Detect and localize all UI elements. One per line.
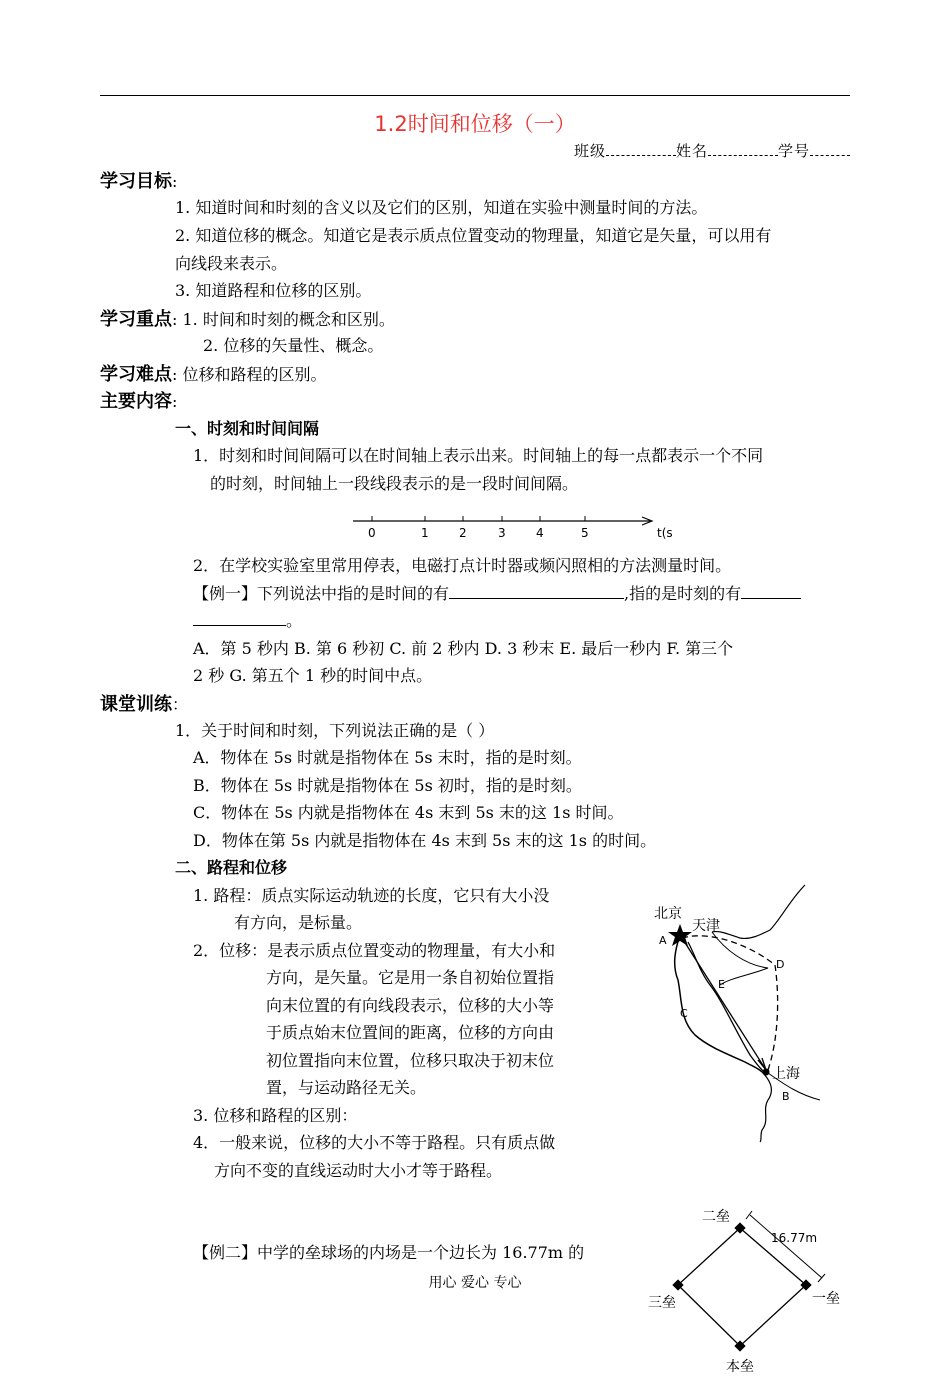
answer-blank-time[interactable] xyxy=(449,584,624,599)
paragraph: 3. 位移和路程的区别： xyxy=(193,1106,358,1125)
difficulty-heading: 学习难点 xyxy=(100,364,172,385)
name-blank[interactable] xyxy=(708,143,778,156)
paragraph: 的时刻，时间轴上一段线段表示的是一段时间间隔。 xyxy=(210,474,579,493)
classroom-colon: ： xyxy=(172,695,189,714)
route-path-d xyxy=(682,936,778,1070)
paragraph: 向末位置的有向线段表示，位移的大小等 xyxy=(266,996,555,1015)
section1-heading: 一、时刻和时间间隔 xyxy=(175,419,320,438)
main-content-colon: : xyxy=(172,392,178,411)
section2-heading: 二、路程和位移 xyxy=(175,858,288,877)
main-content-heading: 主要内容 xyxy=(100,391,172,412)
page-footer: 用心 爱心 专心 xyxy=(428,1275,522,1291)
difficulty-text: : 位移和路程的区别。 xyxy=(172,365,327,384)
example1-text: ,指的是时刻的有 xyxy=(624,584,742,603)
goal-item: 1. 知道时间和时刻的含义以及它们的区别，知道在实验中测量时间的方法。 xyxy=(175,198,708,217)
example1-options: 2 秒 G. 第五个 1 秒的时间中点。 xyxy=(193,666,433,685)
example1-line xyxy=(193,581,801,604)
answer-blank-moment-cont[interactable] xyxy=(193,611,286,626)
paragraph: 4．一般来说，位移的大小不等于路程。只有质点做 xyxy=(193,1133,556,1152)
example1-options: A．第 5 秒内 B. 第 6 秒初 C. 前 2 秒内 D. 3 秒末 E. 最后一秒内 F. 第三个 xyxy=(193,639,734,658)
timeline-axis-label: t(s xyxy=(657,526,673,540)
difficulty-line xyxy=(100,360,326,386)
class-label: 班级 xyxy=(573,142,606,160)
id-blank[interactable] xyxy=(810,143,850,156)
goals-heading: 学习目标 xyxy=(100,171,172,192)
paragraph: 2．在学校实验室里常用停表，电磁打点计时器或频闪照相的方法测量时间。 xyxy=(193,556,732,575)
map-label-b: B xyxy=(782,1090,790,1103)
paragraph: 方向，是矢量。它是用一条自初始位置指 xyxy=(266,968,555,987)
classroom-heading: 课堂训练 xyxy=(100,694,172,715)
question: 1．关于时间和时刻，下列说法正确的是（ ） xyxy=(175,721,495,740)
key-points-line xyxy=(100,305,395,331)
id-label: 学号 xyxy=(777,142,810,160)
answer-option: D．物体在第 5s 内就是指物体在 4s 末到 5s 末的这 1s 的时间。 xyxy=(193,831,657,850)
map-label-d: D xyxy=(776,958,785,971)
class-blank[interactable] xyxy=(606,143,676,156)
home-base-label: 本垒 xyxy=(726,1359,754,1375)
answer-option: C．物体在 5s 内就是指物体在 4s 末到 5s 末的这 1s 时间。 xyxy=(193,803,624,822)
paragraph: 1. 路程：质点实际运动轨迹的长度，它只有大小没 xyxy=(193,886,550,905)
example1-line-end xyxy=(193,608,302,631)
coastline xyxy=(712,885,805,938)
key-points-heading: 学习重点 xyxy=(100,309,172,330)
map-label-e: E xyxy=(718,978,725,991)
route-path-c xyxy=(675,935,762,1072)
classroom-heading-line xyxy=(100,690,188,716)
paragraph: 置，与运动路径无关。 xyxy=(266,1078,427,1097)
side-length-label: 16.77m xyxy=(771,1231,818,1245)
goals-colon: : xyxy=(172,172,178,191)
example1-end: 。 xyxy=(286,611,303,630)
third-base-label: 三垒 xyxy=(648,1295,676,1311)
paragraph: 1．时刻和时间间隔可以在时间轴上表示出来。时间轴上的每一点都表示一个不同 xyxy=(193,446,764,465)
route-map-diagram xyxy=(650,880,820,1145)
header-rule xyxy=(100,95,850,96)
route-path-b xyxy=(760,1072,771,1142)
map-label-beijing: 北京 xyxy=(654,906,682,922)
paragraph: 有方向，是标量。 xyxy=(234,913,363,932)
example2-text: 【例二】中学的垒球场的内场是一个边长为 16.77m 的 xyxy=(193,1243,585,1262)
answer-option: B．物体在 5s 时就是指物体在 5s 初时，指的是时刻。 xyxy=(193,776,582,795)
shanghai-marker-icon xyxy=(763,1069,770,1076)
dimension-tick xyxy=(746,1211,752,1219)
timeline-tick-label: 0 xyxy=(368,526,376,540)
example1-text: 【例一】下列说法中指的是时间的有 xyxy=(193,584,450,603)
key-points-text: : 1. 时间和时刻的概念和区别。 xyxy=(172,310,395,329)
second-base-label: 二垒 xyxy=(702,1209,730,1225)
first-base-label: 一垒 xyxy=(812,1291,840,1307)
time-axis-diagram xyxy=(335,505,695,545)
map-label-tianjin: 天津 xyxy=(692,918,720,934)
key-points-item: 2. 位移的矢量性、概念。 xyxy=(203,336,384,355)
timeline-tick-label: 1 xyxy=(421,526,429,540)
goals-heading-line xyxy=(100,167,177,193)
displacement-arrow xyxy=(682,938,766,1070)
main-content-line xyxy=(100,387,177,413)
timeline-tick-label: 5 xyxy=(581,526,589,540)
answer-blank-moment[interactable] xyxy=(741,584,801,599)
goal-item: 向线段来表示。 xyxy=(175,254,288,273)
timeline-tick-label: 2 xyxy=(459,526,467,540)
student-info-line xyxy=(574,140,850,161)
paragraph: 2．位移：是表示质点位置变动的物理量，有大小和 xyxy=(193,941,556,960)
document-title: 1.2时间和位移（一） xyxy=(374,112,576,136)
paragraph: 于质点始末位置间的距离，位移的方向由 xyxy=(266,1023,555,1042)
timeline-tick-label: 4 xyxy=(536,526,544,540)
timeline-tick-label: 3 xyxy=(498,526,506,540)
answer-option: A．物体在 5s 时就是指物体在 5s 末时，指的是时刻。 xyxy=(193,748,582,767)
name-label: 姓名 xyxy=(675,142,708,160)
paragraph: 方向不变的直线运动时大小才等于路程。 xyxy=(214,1161,503,1180)
map-label-shanghai: 上海 xyxy=(772,1066,800,1082)
paragraph: 初位置指向末位置，位移只取决于初末位 xyxy=(266,1051,555,1070)
goal-item: 3. 知道路程和位移的区别。 xyxy=(175,281,372,300)
map-label-c: C xyxy=(680,1007,688,1020)
map-label-a: A xyxy=(659,934,667,947)
goal-item: 2. 知道位移的概念。知道它是表示质点位置变动的物理量，知道它是矢量，可以用有 xyxy=(175,226,772,245)
